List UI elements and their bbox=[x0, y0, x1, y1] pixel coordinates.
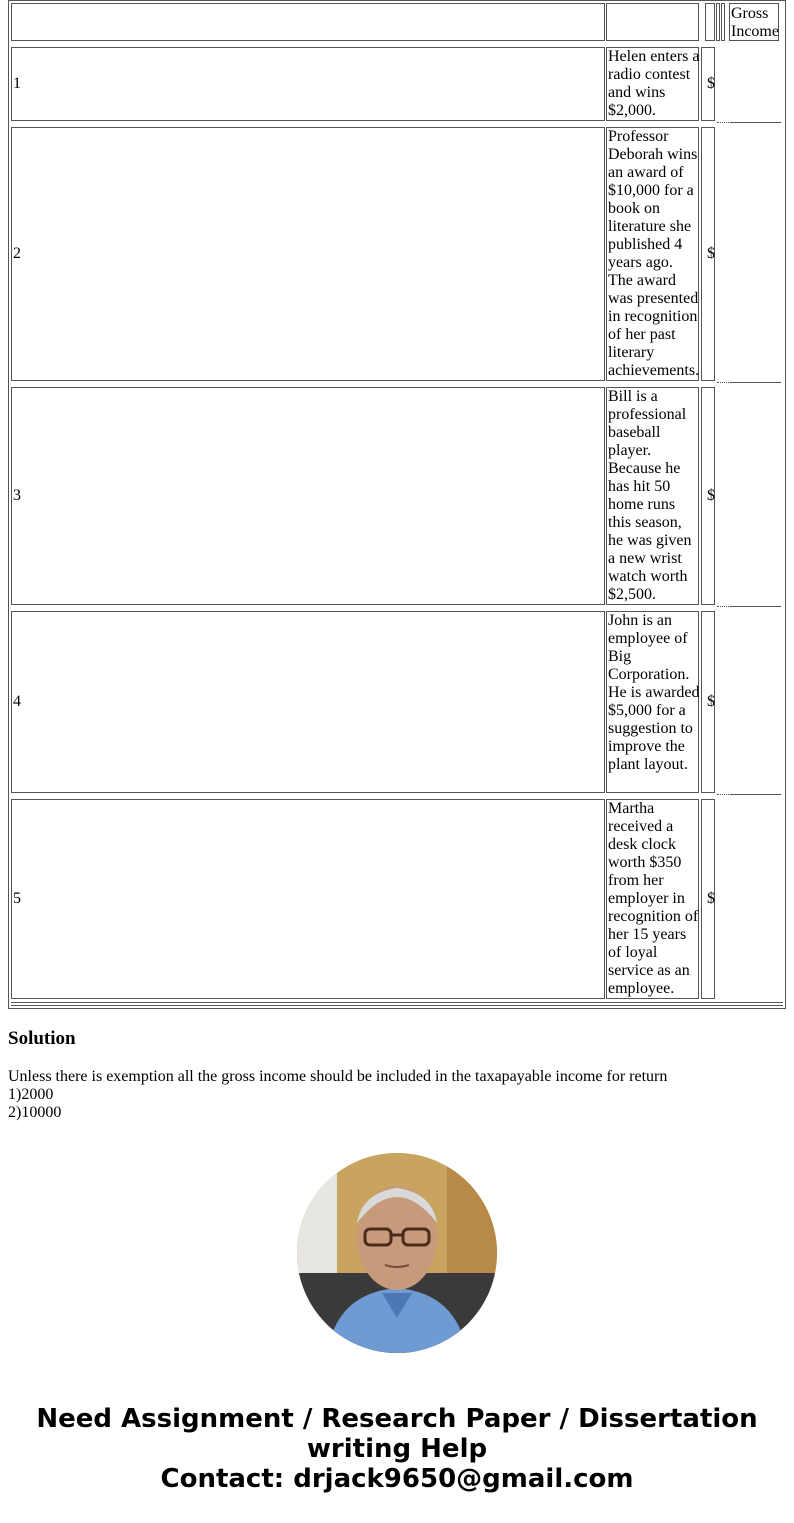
row-separator-line bbox=[731, 794, 781, 795]
gross-income-label: Gross Income bbox=[731, 5, 779, 40]
row-separator bbox=[717, 382, 731, 383]
header-cell-blank bbox=[11, 3, 605, 41]
table-row bbox=[9, 385, 785, 607]
currency-symbol: $ bbox=[707, 75, 715, 92]
solution-line: Unless there is exemption all the gross income should be included in the taxapayable income for return bbox=[8, 1068, 668, 1085]
row-separator bbox=[717, 606, 731, 607]
currency-symbol: $ bbox=[707, 693, 715, 710]
table-row bbox=[9, 125, 785, 383]
header-cell-narrow-2 bbox=[716, 3, 720, 41]
table-row bbox=[9, 797, 785, 1001]
row-number: 2 bbox=[13, 245, 21, 262]
promo-line: Need Assignment / Research Paper / Dissertation bbox=[36, 1404, 758, 1434]
header-cell-narrow bbox=[705, 3, 715, 41]
currency-symbol: $ bbox=[707, 245, 715, 262]
solution-line: 2)10000 bbox=[8, 1104, 62, 1121]
header-cell-narrow-3 bbox=[721, 3, 725, 41]
row-number-cell bbox=[11, 799, 605, 999]
promo-banner bbox=[0, 1404, 794, 1494]
row-number: 5 bbox=[13, 890, 21, 907]
row-description: Professor Deborah wins an award of $10,000 for a book on literature she published 4 years ago. The award was presented in recognition of her past literary achievements. bbox=[608, 128, 700, 379]
row-description: Helen enters a radio contest and wins $2,000. bbox=[608, 48, 700, 119]
row-number-cell bbox=[11, 611, 605, 793]
row-separator-line bbox=[731, 382, 781, 383]
row-separator-line bbox=[731, 122, 781, 123]
table-row bbox=[9, 45, 785, 123]
row-number: 4 bbox=[13, 693, 21, 710]
row-number-cell bbox=[11, 47, 605, 121]
currency-symbol: $ bbox=[707, 890, 715, 907]
solution-line: 1)2000 bbox=[8, 1086, 54, 1103]
header-cell-blank-2 bbox=[606, 3, 699, 41]
row-number-cell bbox=[11, 127, 605, 381]
avatar-portrait bbox=[297, 1153, 497, 1353]
promo-contact: Contact: drjack9650@gmail.com bbox=[160, 1464, 634, 1494]
row-description: Bill is a professional baseball player. Because he has hit 50 home runs this season, he was given a new wrist watch worth $2,500. bbox=[608, 388, 692, 603]
gross-income-header bbox=[729, 3, 779, 41]
row-number-cell bbox=[11, 387, 605, 605]
row-number: 3 bbox=[13, 487, 21, 504]
promo-line: writing Help bbox=[306, 1434, 488, 1464]
table-row bbox=[9, 609, 785, 795]
solution-heading: Solution bbox=[8, 1028, 76, 1049]
row-description: Martha received a desk clock worth $350 from her employer in recognition of her 15 years of loyal service as an employee. bbox=[608, 800, 699, 997]
row-separator-line bbox=[731, 606, 781, 607]
assignment-table bbox=[8, 0, 786, 1009]
row-description: John is an employee of Big Corporation. He is awarded $5,000 for a suggestion to improve the plant layout. bbox=[608, 612, 700, 773]
table-header-row bbox=[9, 1, 785, 43]
row-number: 1 bbox=[13, 75, 21, 92]
avatar bbox=[297, 1153, 497, 1353]
table-bottom-rule-2 bbox=[11, 1005, 783, 1006]
row-separator bbox=[717, 794, 731, 795]
currency-symbol: $ bbox=[707, 487, 715, 504]
solution-body bbox=[8, 1068, 667, 1122]
row-separator bbox=[717, 122, 731, 123]
table-bottom-rule bbox=[11, 1002, 783, 1003]
